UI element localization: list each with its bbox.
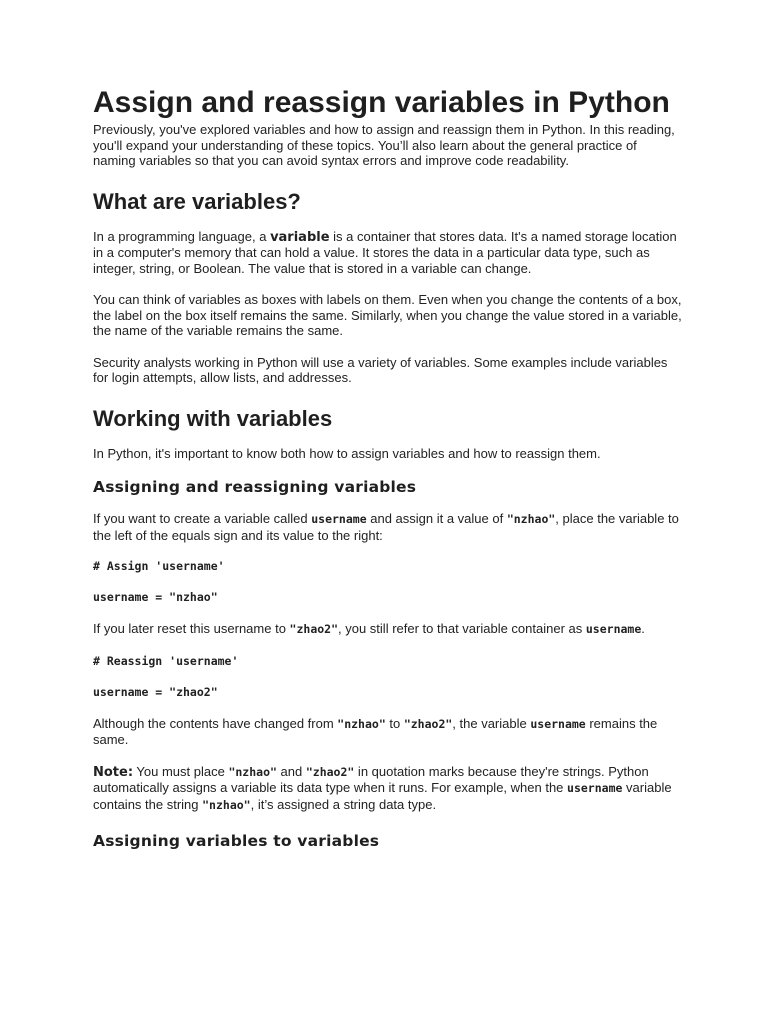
note-paragraph: Note: You must place "nzhao" and "zhao2" in quotation marks because they're strings. Python automatically assigns a variable its data type when it runs. For example, when the username variable contains the string "nzhao", it’s assigned a string data type. — [93, 763, 672, 812]
what-paragraph-3: Security analysts working in Python will use a variety of variables. Some examples include variables for login attempts, allow lists, and addresses. — [93, 354, 668, 385]
inline-code: username — [567, 781, 623, 795]
heading-what-are-variables: What are variables? — [93, 188, 301, 214]
inline-code: "nzhao" — [506, 512, 556, 526]
inline-code: "nzhao" — [202, 797, 251, 812]
heading-assigning-reassigning: Assigning and reassigning variables — [93, 478, 417, 496]
heading-assigning-variables-to-variables: Assigning variables to variables — [93, 832, 380, 850]
inline-code: "zhao2" — [289, 622, 339, 636]
code-comment-reassign: # Reassign 'username' — [93, 653, 239, 668]
code-line-reassign: username = "zhao2" — [93, 684, 218, 699]
term-variable: variable — [270, 229, 330, 245]
inline-code: "zhao2" — [305, 764, 355, 779]
what-paragraph-2: You can think of variables as boxes with labels on them. Even when you change the contents of a box, the label on the box itself remains the same. Similarly, when you change the value stored in a variable, the name of the variable remains the same. — [93, 292, 682, 338]
assigning-paragraph-1: If you want to create a variable called username and assign it a value of "nzhao", place the variable to the left of the equals sign and its value to the right: — [93, 511, 679, 543]
inline-code: "nzhao" — [337, 716, 386, 731]
assigning-paragraph-3: Although the contents have changed from "nzhao" to "zhao2", the variable username remains the same. — [93, 715, 658, 747]
code-comment-assign: # Assign 'username' — [93, 559, 225, 573]
heading-working-with-variables: Working with variables — [93, 405, 333, 431]
inline-code: "nzhao" — [228, 764, 277, 779]
inline-code: username — [530, 716, 586, 731]
intro-paragraph: Previously, you've explored variables and how to assign and reassign them in Python. In this reading, you'll expand your understanding of these topics. You’ll also learn about the general practice of naming variables so that you can avoid syntax errors and improve code readability. — [93, 122, 675, 168]
document-content — [93, 86, 683, 851]
inline-code: username — [311, 512, 367, 526]
assigning-paragraph-2: If you later reset this username to "zhao2", you still refer to that variable container as username. — [93, 621, 645, 636]
code-line-assign: username = "nzhao" — [93, 590, 218, 604]
what-paragraph-1: In a programming language, a variable is a container that stores data. It's a named storage location in a computer's memory that can hold a value. It stores the data in a particular data type, such as integer, string, or Boolean. The value that is stored in a variable can change. — [93, 228, 677, 276]
note-label: Note: — [93, 764, 134, 780]
inline-code: "zhao2" — [403, 716, 453, 731]
inline-code: username — [585, 622, 642, 636]
working-paragraph-1: In Python, it's important to know both how to assign variables and how to reassign them. — [93, 445, 601, 461]
page-title: Assign and reassign variables in Python — [93, 86, 670, 119]
